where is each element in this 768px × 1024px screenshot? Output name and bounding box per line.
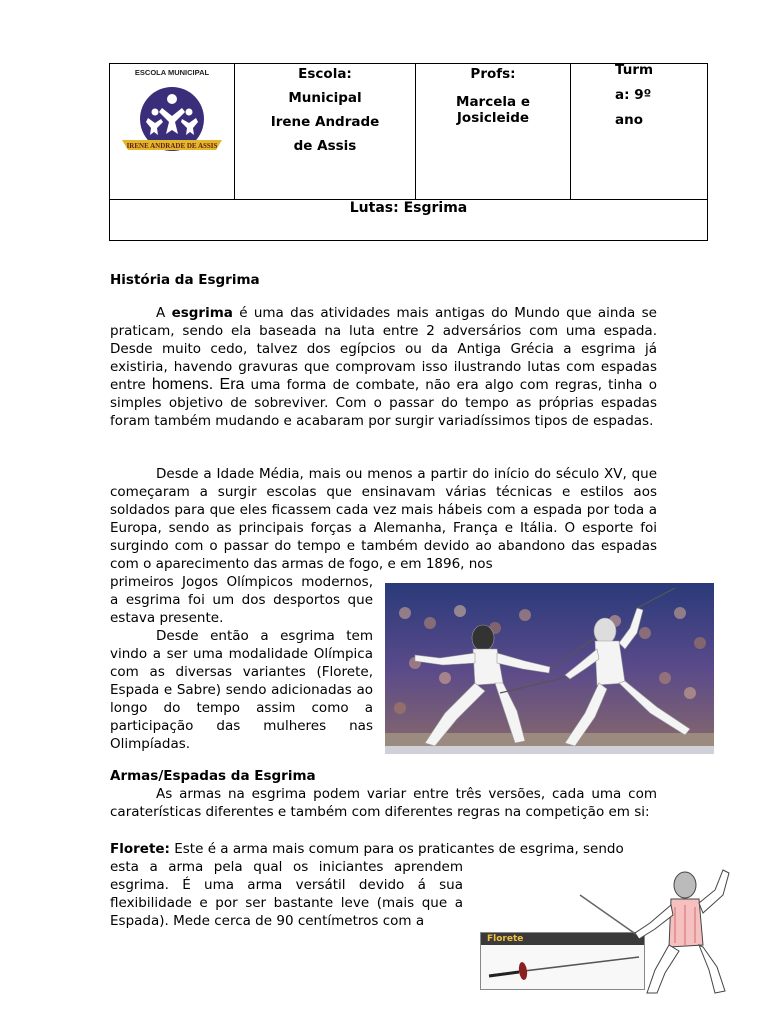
logo-cell	[110, 64, 235, 200]
subject-title: Lutas: Esgrima	[110, 200, 708, 241]
history-paragraph-1	[110, 304, 657, 430]
logo-bottom-text: IRENE ANDRADE DE ASSIS	[126, 142, 218, 150]
florete-paragraph	[110, 840, 657, 858]
profs-name: Josicleide	[456, 110, 530, 126]
florete-paragraph-continuation: esta a arma pela qual os iniciantes aprendem esgrima. É uma arma versátil devido á sua flexibilidade e por ser bastante leve (mais que a Espada). Mede cerca de 90 centímetros com a	[110, 859, 463, 929]
school-line: Irene Andrade	[270, 114, 380, 130]
header-table	[109, 63, 708, 241]
florete-line-1: Este é a arma mais comum para os praticantes de esgrima, sendo	[169, 841, 624, 857]
fencer-illustration	[575, 865, 735, 995]
school-line: Municipal	[288, 90, 362, 106]
turma-line: a: 9º	[615, 87, 652, 103]
history-heading: História da Esgrima	[110, 272, 260, 288]
turma-cell	[571, 64, 708, 200]
logo-top-text: ESCOLA MUNICIPAL	[134, 68, 210, 77]
florete-label: Florete:	[110, 841, 170, 857]
fencing-photo	[385, 583, 714, 754]
history-paragraph-3: Desde então a esgrima tem vindo a ser uma modalidade Olímpica com as diversas variantes (Florete, Espada e Sabre) sendo adicionadas ao longo do tempo assim como a participação das mulheres nas Olimpíadas.	[110, 628, 373, 752]
school-line: Escola:	[298, 66, 352, 82]
turma-line: Turm	[615, 62, 654, 78]
school-logo	[120, 64, 224, 158]
p1-end: uma forma de combate, não era algo com regras, tinha o simples objetivo de sobreviver. Com o passar do tempo as próprias espadas foram também mudando e acabaram por surgir variadíssimos tipos de espadas.	[110, 377, 657, 429]
profs-cell	[416, 64, 571, 200]
p1-big-text: homens. Era	[151, 376, 245, 393]
p1-pre: A	[156, 305, 172, 321]
turma-line: ano	[615, 112, 643, 128]
history-paragraph-2-continuation: primeiros Jogos Olímpicos modernos, a esgrima foi um dos desportos que estava presente.	[110, 574, 373, 626]
profs-label: Profs:	[470, 66, 516, 82]
weapons-heading: Armas/Espadas da Esgrima	[110, 768, 316, 784]
school-cell	[235, 64, 416, 200]
weapons-paragraph: As armas na esgrima podem variar entre três versões, cada uma com caraterísticas diferentes e também com diferentes regras na competição em si:	[110, 786, 657, 820]
history-paragraph-2: Desde a Idade Média, mais ou menos a partir do início do século XV, que começaram a surgir escolas que ensinavam várias técnicas e estilos aos soldados para que eles ficassem cada vez mais hábeis com a espada por toda a Europa, sendo as principais forças a Alemanha, França e Itália. O esporte foi surgindo com o passar do tempo e também devido ao abandono das espadas com o aparecimento das armas de fogo, e em 1896, nos	[110, 466, 657, 572]
p1-bold-word: esgrima	[171, 305, 233, 321]
florete-image-label: Florete	[481, 933, 644, 945]
p1-text: é uma das atividades mais antigas do Mundo que ainda se praticam, sendo ela baseada na luta entre 2 adversários com uma espada. Desde muito cedo, talvez dos egípcios ou da Antiga Grécia a esgrima já existiria, havendo gravuras que comprovam isso ilustrando lutas com espadas entre	[110, 305, 657, 393]
school-line: de Assis	[293, 138, 357, 154]
profs-name: Marcela e	[456, 94, 530, 110]
